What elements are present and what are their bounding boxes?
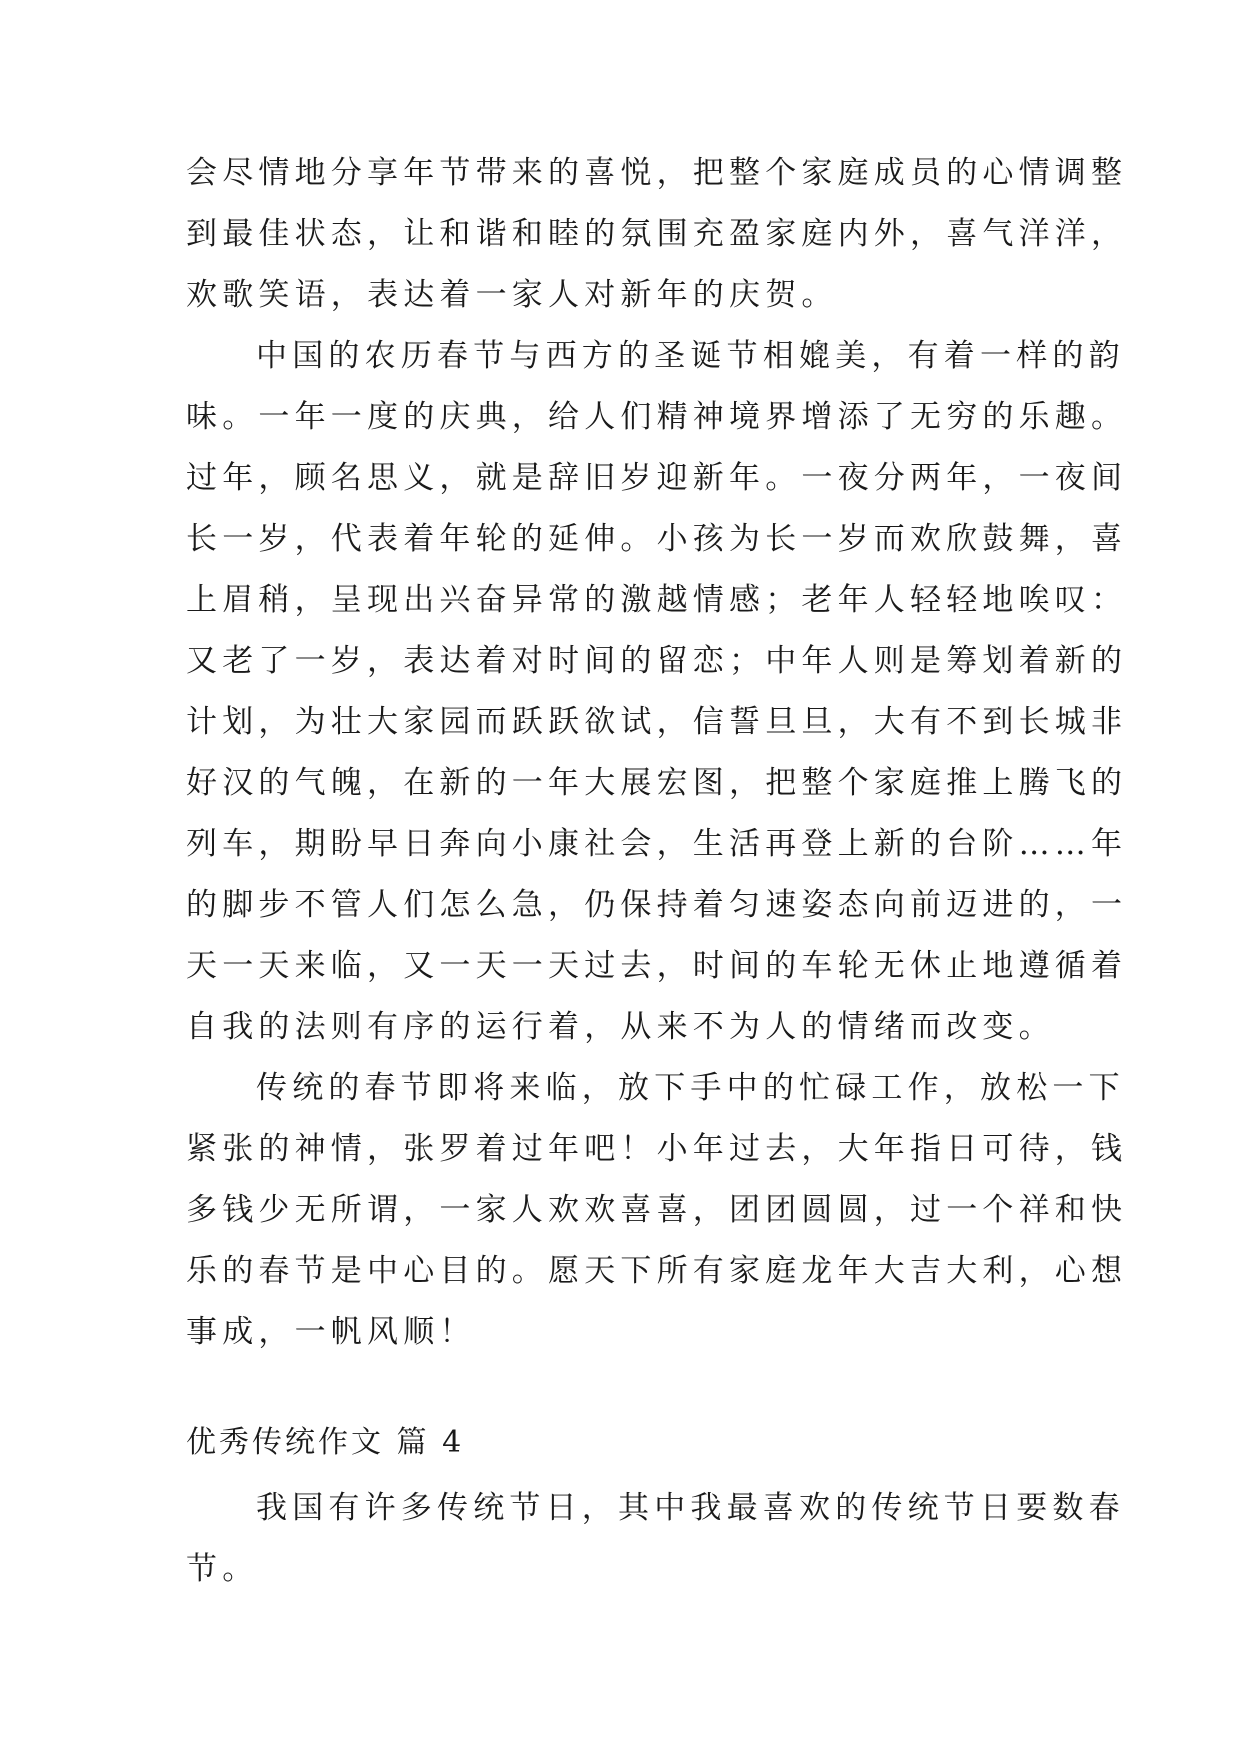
paragraph-3-line-4: 乐的春节是中心目的。愿天下所有家庭龙年大吉大利，心想 — [186, 1253, 1128, 1289]
paragraph-2-line-6: 又老了一岁，表达着对时间的留恋；中年人则是筹划着新的 — [186, 643, 1128, 679]
paragraph-2-line-11: 天一天来临，又一天一天过去，时间的车轮无休止地遵循着 — [186, 948, 1128, 984]
paragraph-2-line-1: 中国的农历春节与西方的圣诞节相媲美，有着一样的韵 — [256, 338, 1125, 374]
paragraph-3-line-3: 多钱少无所谓，一家人欢欢喜喜，团团圆圆，过一个祥和快 — [186, 1192, 1128, 1228]
paragraph-3-line-1: 传统的春节即将来临，放下手中的忙碌工作，放松一下 — [256, 1070, 1125, 1106]
paragraph-2-line-3: 过年，顾名思义，就是辞旧岁迎新年。一夜分两年，一夜间 — [186, 460, 1128, 496]
paragraph-1-line-1: 会尽情地分享年节带来的喜悦，把整个家庭成员的心情调整 — [186, 155, 1128, 191]
paragraph-2-line-2: 味。一年一度的庆典，给人们精神境界增添了无穷的乐趣。 — [186, 399, 1128, 435]
paragraph-1-line-2: 到最佳状态，让和谐和睦的氛围充盈家庭内外，喜气洋洋， — [186, 216, 1128, 252]
paragraph-2-line-8: 好汉的气魄，在新的一年大展宏图，把整个家庭推上腾飞的 — [186, 765, 1128, 801]
paragraph-2-line-12: 自我的法则有序的运行着，从来不为人的情绪而改变。 — [186, 1009, 1055, 1045]
paragraph-2-line-5: 上眉稍，呈现出兴奋异常的激越情感；老年人轻轻地唉叹： — [186, 582, 1128, 618]
paragraph-3-line-2: 紧张的神情，张罗着过年吧！小年过去，大年指日可待，钱 — [186, 1131, 1128, 1167]
paragraph-2-line-7: 计划，为壮大家园而跃跃欲试，信誓旦旦，大有不到长城非 — [186, 704, 1128, 740]
paragraph-3-line-5: 事成，一帆风顺！ — [186, 1314, 476, 1350]
section-heading: 优秀传统作文 篇 4 — [186, 1425, 465, 1460]
section-paragraph-line-2: 节。 — [186, 1551, 259, 1587]
paragraph-2-line-9: 列车，期盼早日奔向小康社会，生活再登上新的台阶……年 — [186, 826, 1128, 862]
paragraph-2-line-4: 长一岁，代表着年轮的延伸。小孩为长一岁而欢欣鼓舞，喜 — [186, 521, 1128, 557]
paragraph-2-line-10: 的脚步不管人们怎么急，仍保持着匀速姿态向前迈进的，一 — [186, 887, 1128, 923]
section-paragraph-line-1: 我国有许多传统节日，其中我最喜欢的传统节日要数春 — [256, 1490, 1125, 1526]
paragraph-1-line-3: 欢歌笑语，表达着一家人对新年的庆贺。 — [186, 277, 838, 313]
